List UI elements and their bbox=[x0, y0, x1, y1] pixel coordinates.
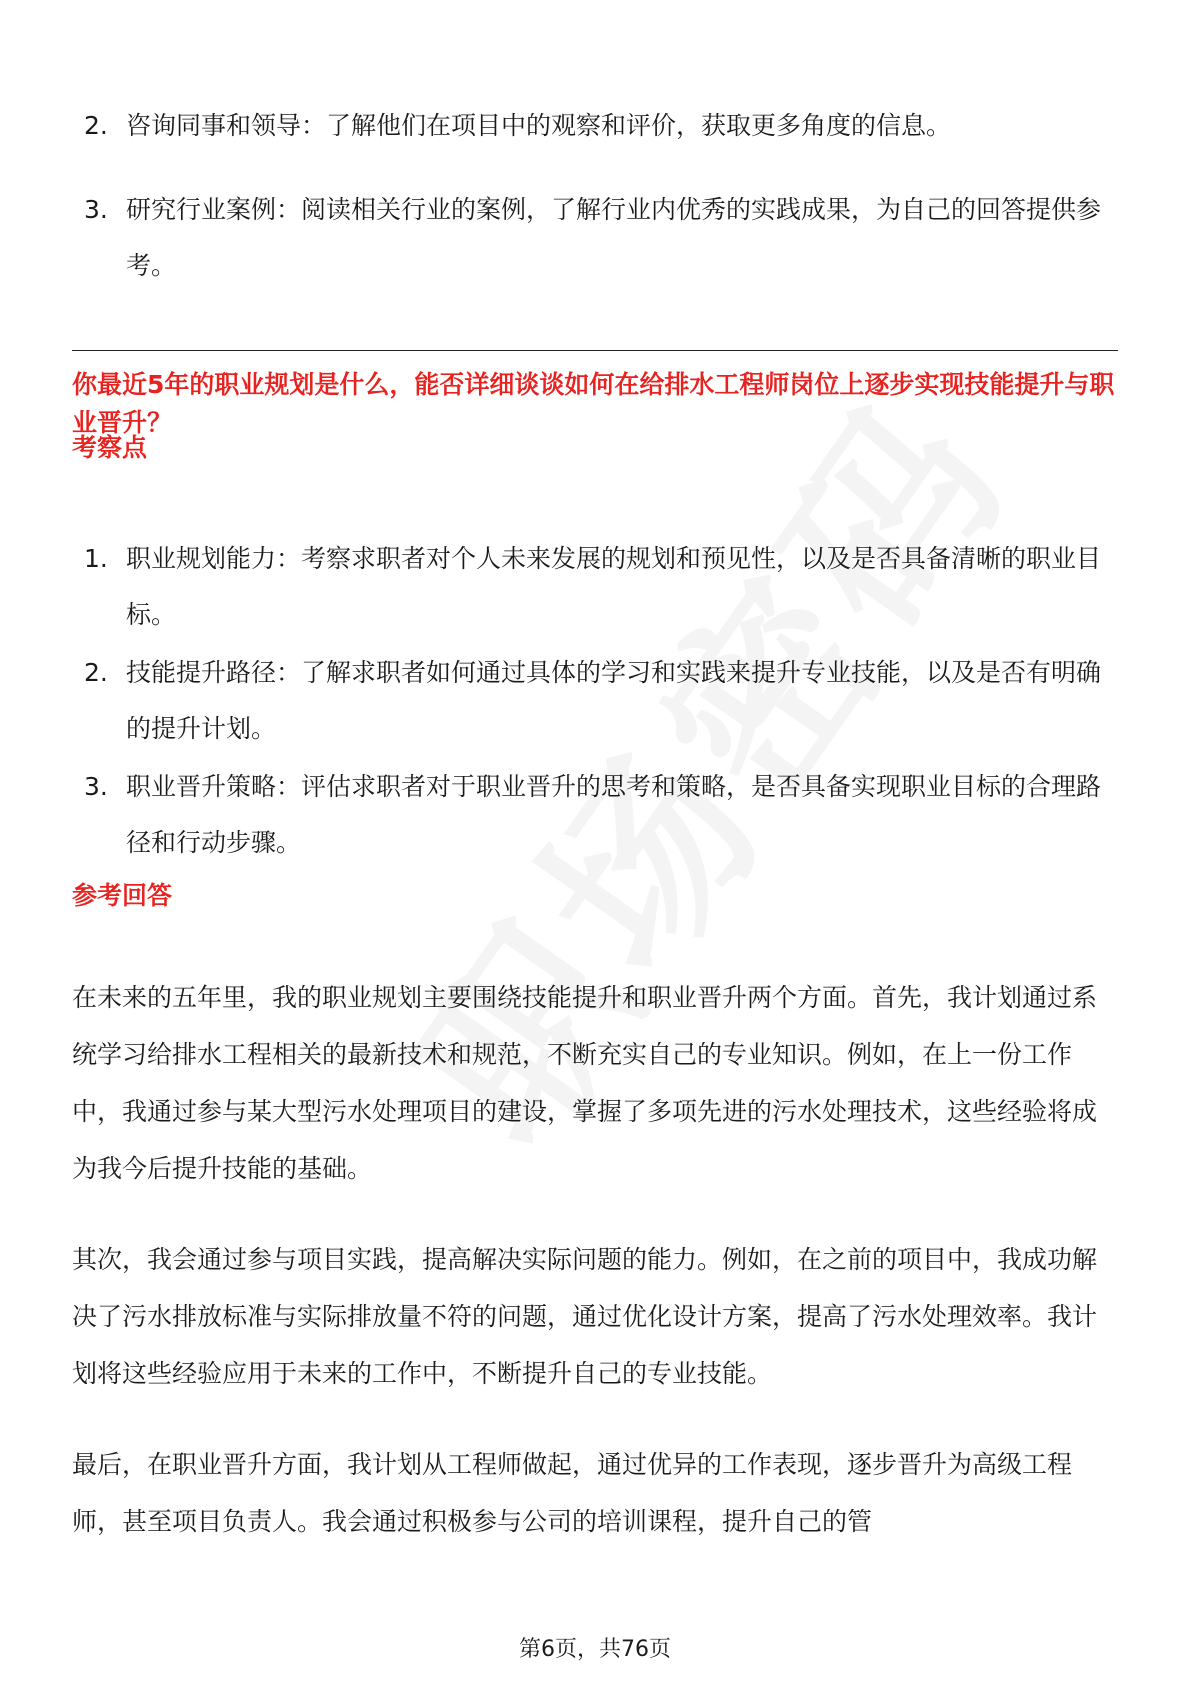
answer-paragraph: 在未来的五年里，我的职业规划主要围绕技能提升和职业晋升两个方面。首先，我计划通过系统学习给排水工程相关的最新技术和规范，不断充实自己的专业知识。例如，在上一份工作中，我通过参与某大型污水处理项目的建设，掌握了多项先进的污水处理技术，这些经验将成为我今后提升技能的基础。 bbox=[72, 983, 1098, 1183]
list-text: 职业规划能力：考察求职者对个人未来发展的规划和预见性，以及是否具备清晰的职业目标。 bbox=[126, 544, 1102, 629]
answer-body bbox=[72, 969, 1118, 1584]
list-item bbox=[72, 531, 1118, 643]
list-text: 咨询同事和领导：了解他们在项目中的观察和评价，获取更多角度的信息。 bbox=[126, 111, 952, 140]
kaochadian-list bbox=[72, 531, 1118, 873]
list-text: 职业晋升策略：评估求职者对于职业晋升的思考和策略，是否具备实现职业目标的合理路径和行动步骤。 bbox=[126, 772, 1102, 857]
kaochadian-heading: 考察点 bbox=[72, 433, 148, 462]
answer-heading: 参考回答 bbox=[72, 881, 173, 910]
list-item bbox=[72, 645, 1118, 757]
list-item bbox=[72, 98, 1118, 154]
list-number: 3. bbox=[84, 195, 108, 224]
answer-paragraph: 最后，在职业晋升方面，我计划从工程师做起，通过优异的工作表现，逐步晋升为高级工程师，甚至项目负责人。我会通过积极参与公司的培训课程，提升自己的管 bbox=[72, 1450, 1073, 1536]
list-number: 2. bbox=[84, 658, 108, 687]
answer-paragraph: 其次，我会通过参与项目实践，提高解决实际问题的能力。例如，在之前的项目中，我成功解决了污水排放标准与实际排放量不符的问题，通过优化设计方案，提高了污水处理效率。我计划将这些经验应用于未来的工作中，不断提升自己的专业技能。 bbox=[72, 1245, 1098, 1388]
list-number: 1. bbox=[84, 544, 108, 573]
list-item bbox=[72, 182, 1118, 294]
list-text: 技能提升路径：了解求职者如何通过具体的学习和实践来提升专业技能，以及是否有明确的提升计划。 bbox=[126, 658, 1102, 743]
page-footer: 第6页，共76页 bbox=[519, 1637, 671, 1662]
list-number: 3. bbox=[84, 772, 108, 801]
previous-list bbox=[72, 98, 1118, 322]
list-item bbox=[72, 759, 1118, 871]
list-text: 研究行业案例：阅读相关行业的案例，了解行业内优秀的实践成果，为自己的回答提供参考。 bbox=[126, 195, 1102, 280]
list-number: 2. bbox=[84, 111, 108, 140]
section-divider bbox=[72, 350, 1118, 351]
question-heading: 你最近5年的职业规划是什么，能否详细谈谈如何在给排水工程师岗位上逐步实现技能提升与职业晋升？ bbox=[72, 370, 1115, 437]
